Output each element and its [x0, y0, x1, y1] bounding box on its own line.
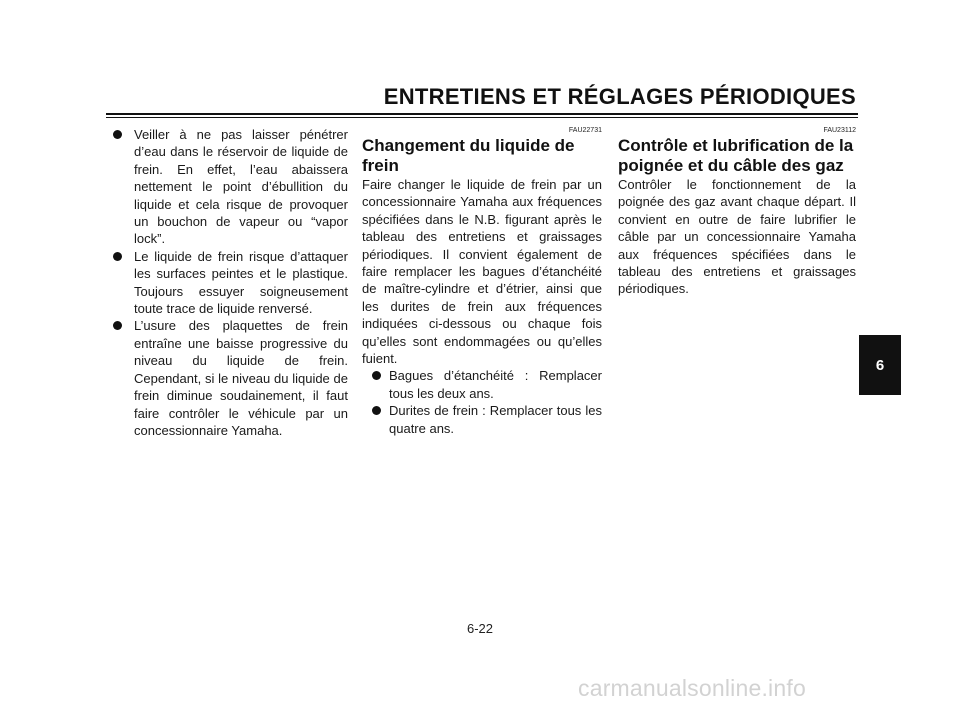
warning-bullet-item: Le liquide de frein risque d’attaquer les surfaces peintes et le plastique. Toujours essuyer soigneusement toute trace de liquide renversé. [107, 248, 348, 318]
column-3 [618, 126, 856, 298]
section-heading: Changement du liquide de frein [362, 136, 575, 175]
section-heading: Contrôle et lubrification de la poignée et du câble des gaz [618, 136, 854, 175]
column-2 [362, 126, 602, 437]
replacement-bullet-item: Bagues d’étanchéité : Remplacer tous les deux ans. [372, 367, 602, 402]
site-watermark: carmanualsonline.info [578, 675, 806, 701]
page-header-title: ENTRETIENS ET RÉGLAGES PÉRIODIQUES [383, 84, 856, 109]
warning-bullet-item: L’usure des plaquettes de frein entraîne une baisse progressive du niveau du liquide de frein. Cependant, si le niveau du liquide de frein diminue soudainement, il faut faire contrôler le véhicule par un concessionnaire Yamaha. [107, 317, 348, 439]
section-paragraph: Contrôler le fonctionnement de la poignée des gaz avant chaque départ. Il convient en outre de faire lubrifier le câble par un concessionnaire Yamaha aux fréquences spécifiées dans le tableau des entretiens et graissages périodiques. [618, 177, 856, 297]
section-paragraph: Faire changer le liquide de frein par un concessionnaire Yamaha aux fréquences spécifiées dans le N.B. figurant après le tableau des entretiens et graissages périodiques. Il convient également de faire remplacer les bagues d’étanchéité de maître-cylindre et d’étrier, ainsi que les durites de frein aux fréquences indiquées ci-dessous ou chaque fois qu’elles sont endommagées ou qu’elles fuient. [362, 177, 602, 367]
header-rule-thin [106, 117, 858, 118]
page-number: 6-22 [466, 621, 494, 636]
section-code: FAU23112 [823, 127, 856, 134]
warning-bullet-item: Veiller à ne pas laisser pénétrer d’eau dans le réservoir de liquide de frein. En effet, l’eau abaissera nettement le point d’ébullition du liquide et cela risque de provoquer un bouchon de vapeur ou “vapor lock”. [107, 126, 348, 248]
header-rule [106, 113, 858, 115]
chapter-tab: 6 [859, 335, 901, 395]
column-1 [107, 126, 348, 439]
replacement-bullet-item: Durites de frein : Remplacer tous les quatre ans. [372, 402, 602, 437]
section-code: FAU22731 [568, 127, 602, 134]
